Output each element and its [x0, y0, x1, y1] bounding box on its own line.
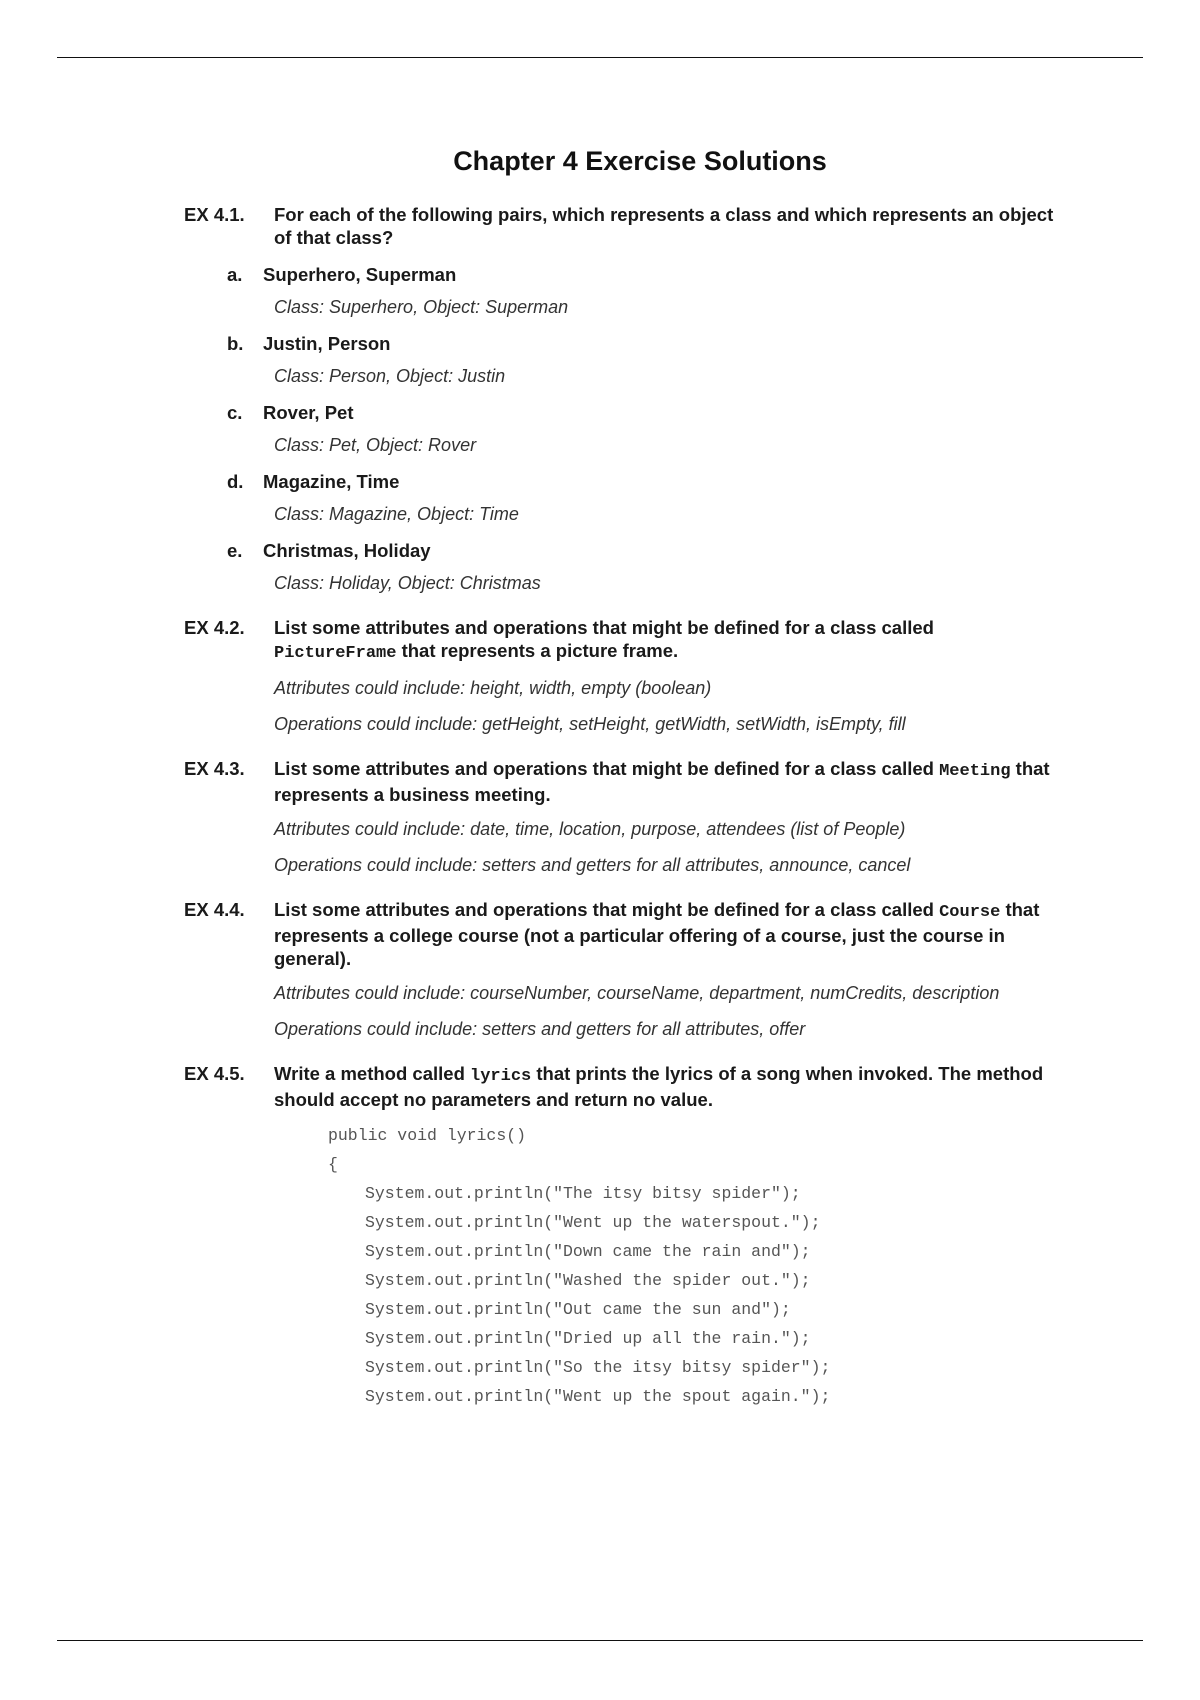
- class-name-code: Meeting: [939, 762, 1011, 781]
- item-letter: b.: [227, 333, 244, 354]
- list-item: [184, 332, 1054, 387]
- item-pair: Christmas, Holiday: [263, 540, 431, 561]
- exercise-question: [274, 757, 1054, 806]
- bottom-rule: [57, 1640, 1143, 1641]
- pair-list: [184, 263, 1054, 594]
- item-answer: Class: Pet, Object: Rover: [274, 435, 477, 455]
- attributes-answer: Attributes could include: height, width, empty (boolean): [274, 678, 712, 698]
- item-pair: Magazine, Time: [263, 471, 400, 492]
- code-line: System.out.println("Dried up all the rain.");: [365, 1329, 811, 1348]
- list-item: [184, 470, 1054, 525]
- item-answer: Class: Person, Object: Justin: [274, 366, 506, 386]
- code-line: System.out.println("So the itsy bitsy spider");: [365, 1358, 831, 1377]
- question-text: that represents a picture frame.: [401, 640, 679, 661]
- attributes-answer: Attributes could include: courseNumber, courseName, department, numCredits, description: [274, 983, 1000, 1003]
- document-body: [184, 203, 1054, 1433]
- question-text: List some attributes and operations that might be defined for a class called: [274, 617, 934, 638]
- exercise-number: EX 4.3.: [184, 758, 245, 779]
- code-line: System.out.println("The itsy bitsy spider");: [365, 1184, 801, 1203]
- exercise-4-1: [184, 203, 1054, 594]
- question-text: Write a method called: [274, 1063, 465, 1084]
- item-answer: Class: Holiday, Object: Christmas: [274, 573, 541, 593]
- code-line: System.out.println("Down came the rain and");: [365, 1242, 811, 1261]
- exercise-4-3: [184, 757, 1054, 876]
- item-pair: Rover, Pet: [263, 402, 354, 423]
- exercise-question: For each of the following pairs, which represents a class and which represents an object of that class?: [274, 204, 1054, 248]
- exercise-number: EX 4.5.: [184, 1063, 245, 1084]
- code-line: System.out.println("Went up the spout again.");: [365, 1387, 831, 1406]
- page-title: Chapter 4 Exercise Solutions: [453, 146, 827, 176]
- exercise-question: [274, 616, 1054, 665]
- list-item: [184, 263, 1054, 318]
- method-name-code: lyrics: [470, 1067, 532, 1086]
- list-item: [184, 539, 1054, 594]
- exercise-4-5: [184, 1062, 1054, 1411]
- code-line: System.out.println("Washed the spider out.");: [365, 1271, 811, 1290]
- question-text: List some attributes and operations that might be defined for a class called: [274, 758, 934, 779]
- code-line: public void lyrics(): [328, 1126, 527, 1145]
- operations-answer: Operations could include: setters and getters for all attributes, announce, cancel: [274, 855, 911, 875]
- exercise-number: EX 4.4.: [184, 899, 245, 920]
- exercise-4-2: [184, 616, 1054, 735]
- exercise-number: EX 4.1.: [184, 204, 245, 225]
- item-answer: Class: Magazine, Object: Time: [274, 504, 519, 524]
- question-text: that represents a business meeting.: [274, 758, 1050, 805]
- class-name-code: Course: [939, 903, 1001, 922]
- attributes-answer: Attributes could include: date, time, location, purpose, attendees (list of People): [274, 819, 906, 839]
- code-line: System.out.println("Out came the sun and");: [365, 1300, 791, 1319]
- list-item: [184, 401, 1054, 456]
- item-answer: Class: Superhero, Object: Superman: [274, 297, 569, 317]
- exercise-question: [274, 898, 1054, 970]
- code-block: [328, 1121, 1054, 1411]
- code-line: System.out.println("Went up the waterspout.");: [365, 1213, 821, 1232]
- question-text: List some attributes and operations that might be defined for a class called: [274, 899, 934, 920]
- exercise-4-4: [184, 898, 1054, 1040]
- item-pair: Justin, Person: [263, 333, 391, 354]
- question-text: that prints the lyrics of a song when invoked. The method should accept no parameters and return no value.: [274, 1063, 1044, 1110]
- exercise-question: [274, 1062, 1054, 1111]
- item-letter: a.: [227, 264, 243, 285]
- operations-answer: Operations could include: setters and getters for all attributes, offer: [274, 1019, 806, 1039]
- item-letter: d.: [227, 471, 244, 492]
- code-line: {: [328, 1155, 338, 1174]
- exercise-number: EX 4.2.: [184, 617, 245, 638]
- item-letter: c.: [227, 402, 243, 423]
- top-rule: [57, 57, 1143, 58]
- operations-answer: Operations could include: getHeight, setHeight, getWidth, setWidth, isEmpty, fill: [274, 714, 906, 734]
- class-name-code: PictureFrame: [274, 644, 397, 663]
- item-pair: Superhero, Superman: [263, 264, 457, 285]
- question-text: that represents a college course (not a particular offering of a course, just the course in general).: [274, 899, 1040, 969]
- item-letter: e.: [227, 540, 243, 561]
